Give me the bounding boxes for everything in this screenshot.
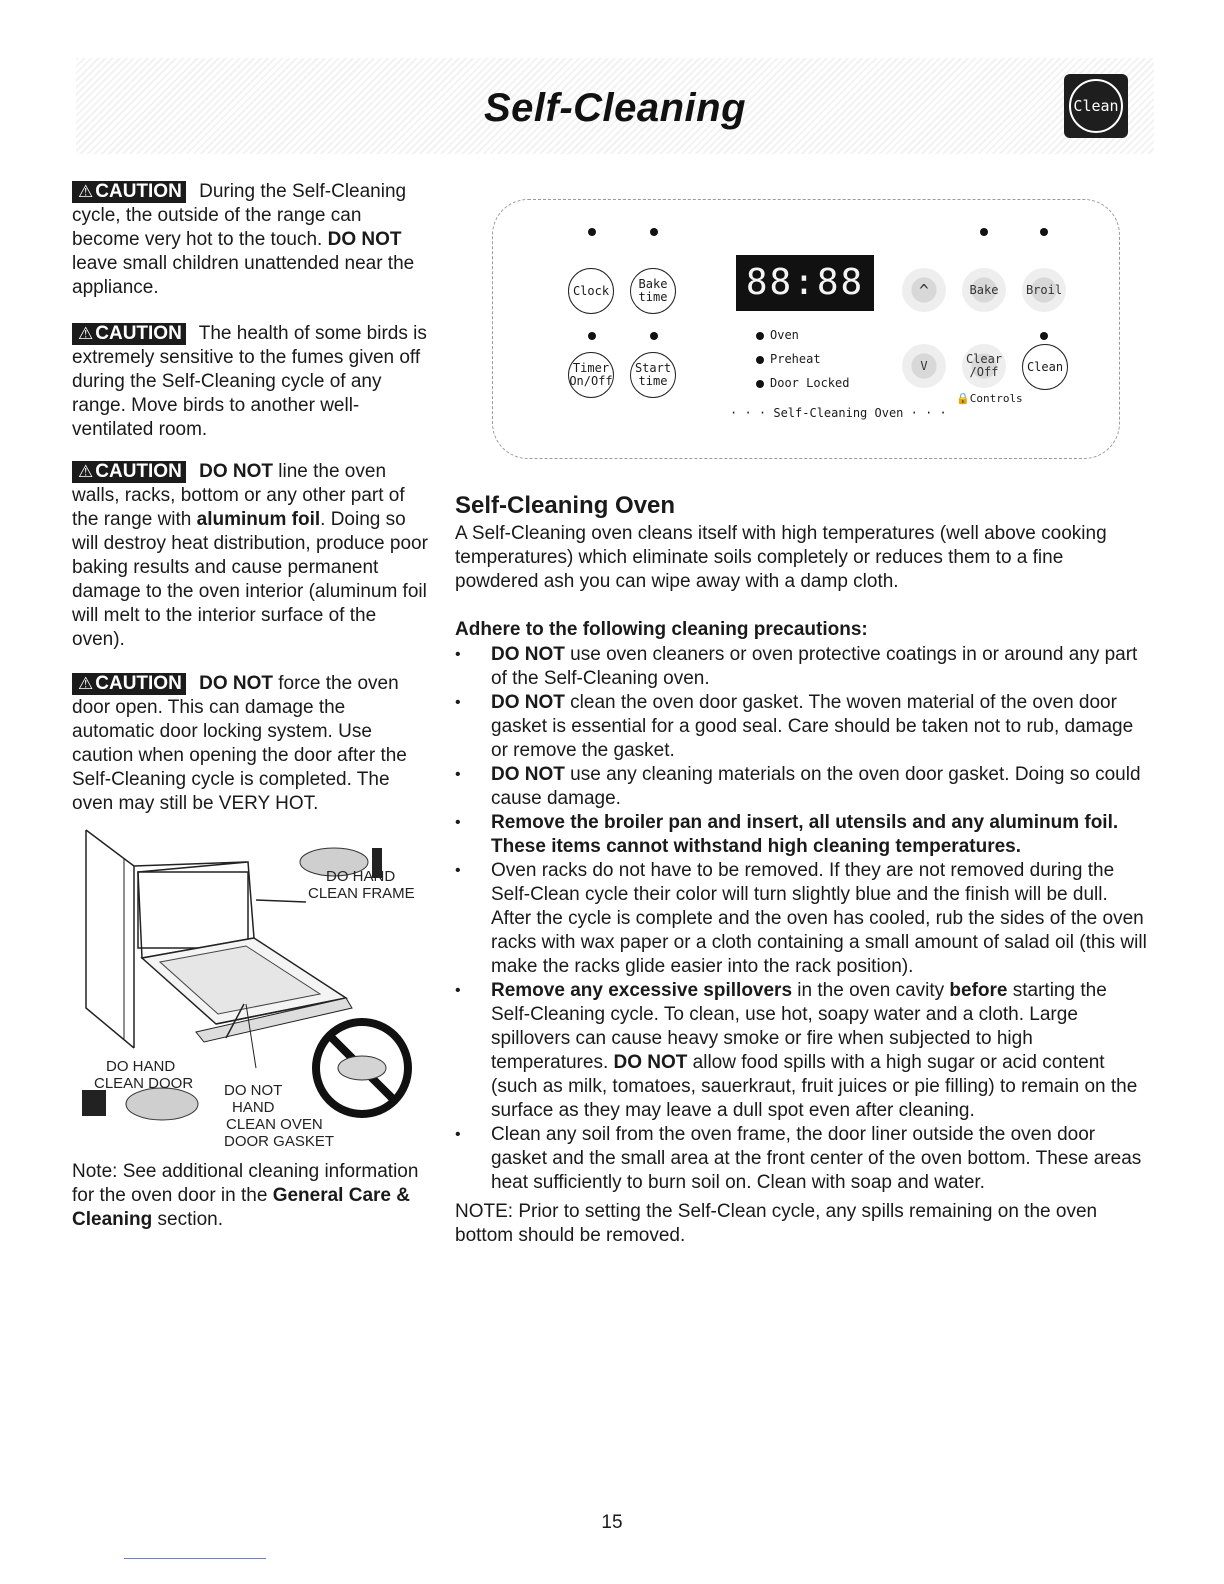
precautions-heading: Adhere to the following cleaning precautions: xyxy=(455,619,868,640)
list-item: • Remove the broiler pan and insert, all utensils and any aluminum foil. These items cannot withstand high cleaning temperatures. xyxy=(455,811,1149,859)
warning-icon: ⚠ xyxy=(78,324,94,343)
status-preheat: Preheat xyxy=(756,352,821,366)
footer-rule xyxy=(124,1558,266,1559)
bake-time-button[interactable]: Bake time xyxy=(630,268,676,314)
warning-icon: ⚠ xyxy=(78,462,94,481)
indicator-dot xyxy=(1040,332,1048,340)
caution-tag: ⚠ CAUTION xyxy=(72,461,186,483)
list-item: • Oven racks do not have to be removed. If they are not removed during the Self-Clean cycle their color will turn slightly blue and the finish will be dull. After the cycle is complete and the oven has cooled, rub the sides of the oven racks with wax paper or a cloth containing a small amount of salad oil (this will make the racks glide easier into the rack position). xyxy=(455,859,1149,979)
note-left: Note: See additional cleaning information for the oven door in the General Care & Cleaning section. xyxy=(72,1161,419,1230)
header-banner xyxy=(76,58,1154,154)
label-frame: DO HAND CLEAN FRAME xyxy=(308,868,415,902)
clock-button[interactable]: Clock xyxy=(568,268,614,314)
broil-button[interactable]: Broil xyxy=(1022,268,1066,312)
page-number: 15 xyxy=(601,1512,623,1533)
start-time-button[interactable]: Start time xyxy=(630,352,676,398)
warning-icon: ⚠ xyxy=(78,182,94,201)
clock-display: 88:88 xyxy=(736,255,874,311)
bake-button[interactable]: Bake xyxy=(962,268,1006,312)
label-door: DO HAND CLEAN DOOR xyxy=(94,1058,194,1092)
list-item: • DO NOT clean the oven door gasket. The woven material of the oven door gasket is essential for a good seal. Care should be taken not to rub, damage or remove the gasket. xyxy=(455,691,1149,763)
list-item: • Clean any soil from the oven frame, the door liner outside the oven door gasket and the small area at the front center of the oven bottom. These areas heat sufficiently to burn soil on. Clean with soap and water. xyxy=(455,1123,1149,1195)
clean-badge-label: Clean xyxy=(1069,79,1123,133)
status-door-locked: Door Locked xyxy=(756,376,849,390)
caution-tag: ⚠ CAUTION xyxy=(72,323,186,345)
page-title: Self-Cleaning xyxy=(483,86,747,130)
clean-badge-icon xyxy=(1064,74,1128,138)
caution-tag: ⚠ CAUTION xyxy=(72,181,186,203)
indicator-dot xyxy=(980,228,988,236)
list-item: • DO NOT use any cleaning materials on the oven door gasket. Doing so could cause damage. xyxy=(455,763,1149,811)
caution-2: ⚠ CAUTION The health of some birds is extremely sensitive to the fumes given off during the Self-Cleaning cycle of any range. Move birds to another well-ventilated room. xyxy=(72,323,427,440)
section-note: NOTE: Prior to setting the Self-Clean cycle, any spills remaining on the oven bottom should be removed. xyxy=(455,1201,1098,1246)
list-item: • Remove any excessive spillovers in the oven cavity before starting the Self-Cleaning cycle. To clean, use hot, soapy water and a cloth. Large spillovers can cause heavy smoke or fire when subjected to high temperatures. DO NOT allow food spills with a high sugar or acid content (such as milk, tomatoes, sauerkraut, fruit juices or pie filling) to remain on the surface as they may leave a dull spot even after cleaning. xyxy=(455,979,1149,1123)
lock-icon: 🔒 xyxy=(956,392,970,405)
section-title: Self-Cleaning Oven xyxy=(455,492,676,519)
caution-4: ⚠ CAUTION DO NOT force the oven door open. This can damage the automatic door locking system. Use caution when opening the door after the Self-Cleaning cycle is completed. The oven may still be VERY HOT. xyxy=(72,673,407,814)
indicator-dot xyxy=(650,228,658,236)
down-arrow-button[interactable]: V xyxy=(902,344,946,388)
list-item: • DO NOT use oven cleaners or oven protective coatings in or around any part of the Self-Cleaning oven. xyxy=(455,643,1149,691)
clear-off-button[interactable]: Clear /Off xyxy=(962,344,1006,388)
timer-button[interactable]: Timer On/Off xyxy=(568,352,614,398)
caution-3: ⚠ CAUTION DO NOT line the oven walls, racks, bottom or any other part of the range with aluminum foil. Doing so will destroy heat distribution, produce poor baking results and cause permanent damage to the oven interior (aluminum foil will melt to the interior surface of the oven). xyxy=(72,461,428,650)
warning-icon: ⚠ xyxy=(78,674,94,693)
oven-door-illustration xyxy=(76,828,436,1150)
status-self-cleaning: · · · Self-Cleaning Oven · · · xyxy=(730,406,947,420)
indicator-dot xyxy=(588,332,596,340)
controls-lock-label: 🔒Controls xyxy=(956,392,1023,405)
caution-tag: ⚠ CAUTION xyxy=(72,673,186,695)
up-arrow-button[interactable]: ^ xyxy=(902,268,946,312)
clean-button[interactable]: Clean xyxy=(1022,344,1068,390)
precautions-list xyxy=(455,643,1149,1195)
indicator-dot xyxy=(588,228,596,236)
caution-1: ⚠ CAUTION During the Self-Cleaning cycle, the outside of the range can become very hot to the touch. DO NOT leave small children unattended near the appliance. xyxy=(72,181,415,298)
status-oven: Oven xyxy=(756,328,799,342)
indicator-dot xyxy=(650,332,658,340)
section-intro: A Self-Cleaning oven cleans itself with high temperatures (well above cooking temperatures) which eliminate soils completely or reduces them to a fine powdered ash you can wipe away with a damp cloth. xyxy=(455,523,1107,592)
control-panel xyxy=(492,199,1120,459)
indicator-dot xyxy=(1040,228,1048,236)
label-gasket: DO NOT HAND CLEAN OVEN DOOR GASKET xyxy=(224,1082,335,1150)
